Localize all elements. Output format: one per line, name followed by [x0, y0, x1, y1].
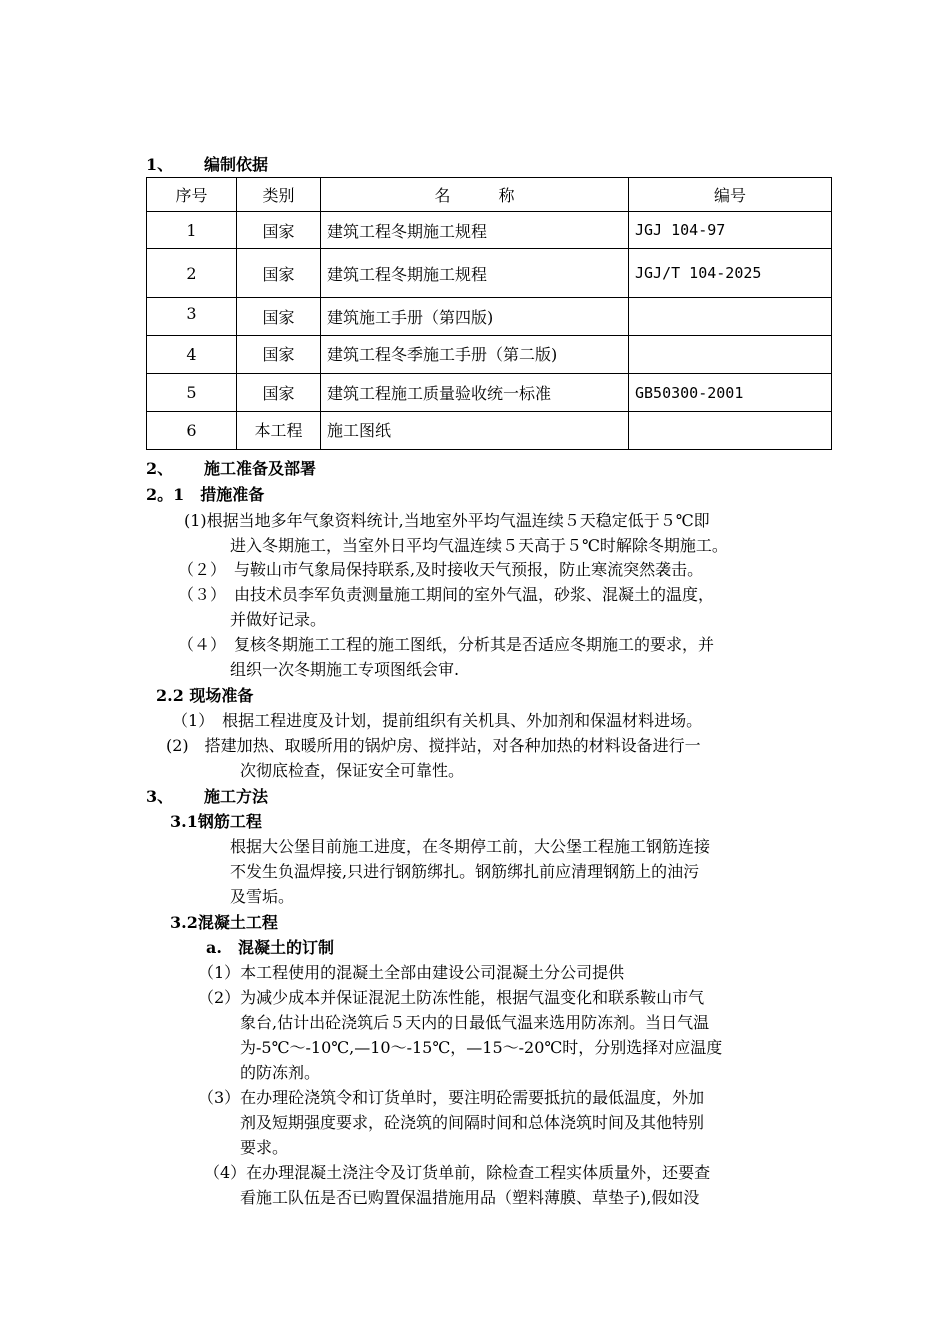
header-category: 类别 — [237, 178, 321, 212]
concrete-item-2-line2: 象台,估计出砼浇筑后５天内的日最低气温来选用防冻剂。当日气温 — [240, 1013, 710, 1032]
concrete-item-2-line4: 的防冻剂。 — [240, 1063, 321, 1082]
cell-code — [629, 298, 832, 336]
concrete-item-1: （1）本工程使用的混凝土全部由建设公司混凝土分公司提供 — [198, 963, 625, 982]
prep-item-1-line2: 进入冬期施工，当室外日平均气温连续５天高于５℃时解除冬期施工。 — [230, 536, 728, 555]
table-header-row — [147, 178, 832, 212]
table-row — [147, 212, 832, 249]
cell-code — [629, 412, 832, 450]
cell-name: 施工图纸 — [321, 412, 629, 450]
cell-category: 国家 — [237, 336, 321, 374]
table-row — [147, 374, 832, 412]
cell-category: 国家 — [237, 212, 321, 249]
section-1-number: 1、 — [146, 155, 174, 174]
concrete-item-4-line2: 看施工队伍是否已购置保温措施用品（塑料薄膜、草垫子),假如没 — [240, 1188, 700, 1207]
prep-item-1-line1: (1)根据当地多年气象资料统计,当地室外平均气温连续５天稳定低于５℃即 — [184, 511, 710, 530]
cell-no: 4 — [147, 336, 237, 374]
rebar-para-line1: 根据大公堡目前施工进度，在冬期停工前，大公堡工程施工钢筋连接 — [230, 837, 711, 856]
prep-item-4-line2: 组织一次冬期施工专项图纸会审. — [230, 660, 460, 679]
cell-code: GB50300-2001 — [629, 374, 832, 412]
section-3-title: 施工方法 — [204, 787, 269, 806]
cell-name: 建筑工程冬期施工规程 — [321, 249, 629, 298]
standards-table — [146, 177, 832, 450]
subsection-2-1-title: 2。1 措施准备 — [146, 485, 265, 504]
concrete-item-4-line1: （4）在办理混凝土浇注令及订货单前，除检查工程实体质量外，还要查 — [204, 1163, 711, 1182]
rebar-para-line2: 不发生负温焊接,只进行钢筋绑扎。钢筋绑扎前应清理钢筋上的油污 — [230, 862, 700, 881]
section-1-title: 编制依据 — [204, 155, 269, 174]
cell-code — [629, 336, 832, 374]
cell-no: 5 — [147, 374, 237, 412]
cell-no: 1 — [147, 212, 237, 249]
concrete-item-2-line1: （2）为减少成本并保证混泥土防冻性能，根据气温变化和联系鞍山市气 — [198, 988, 705, 1007]
cell-name: 建筑工程冬期施工规程 — [321, 212, 629, 249]
section-2-title: 施工准备及部署 — [204, 459, 317, 478]
prep-item-3-line2: 并做好记录。 — [230, 610, 327, 629]
cell-no: 2 — [147, 249, 237, 298]
site-item-2-line2: 次彻底检查，保证安全可靠性。 — [240, 761, 465, 780]
prep-item-3-line1: （３） 由技术员李军负责测量施工期间的室外气温，砂浆、混凝土的温度， — [178, 585, 715, 604]
concrete-item-3-line3: 要求。 — [240, 1138, 289, 1157]
table-row — [147, 412, 832, 450]
site-item-2-line1: (2) 搭建加热、取暖所用的锅炉房、搅拌站，对各种加热的材料设备进行一 — [166, 736, 701, 755]
cell-no: 3 — [147, 298, 237, 336]
prep-item-4-line1: （４） 复核冬期施工工程的施工图纸，分析其是否适应冬期施工的要求，并 — [178, 635, 715, 654]
header-serial: 序号 — [147, 178, 237, 212]
table-row — [147, 336, 832, 374]
section-2-number: 2、 — [146, 459, 174, 478]
prep-item-2: （２） 与鞍山市气象局保持联系,及时接收天气预报，防止寒流突然袭击。 — [178, 560, 704, 579]
concrete-item-2-line3: 为-5℃～-10℃,—10～-15℃，—15～-20℃时，分别选择对应温度 — [240, 1038, 723, 1057]
rebar-para-line3: 及雪垢。 — [230, 887, 295, 906]
site-item-1: （1） 根据工程进度及计划，提前组织有关机具、外加剂和保温材料进场。 — [172, 711, 703, 730]
cell-category: 国家 — [237, 374, 321, 412]
header-name: 名 称 — [321, 178, 629, 212]
cell-category: 国家 — [237, 249, 321, 298]
section-3-number: 3、 — [146, 787, 174, 806]
subsection-3-2-title: 3.2混凝土工程 — [170, 913, 278, 932]
cell-code: JGJ 104-97 — [629, 212, 832, 249]
table-row — [147, 249, 832, 298]
cell-name: 建筑工程施工质量验收统一标准 — [321, 374, 629, 412]
cell-name: 建筑工程冬季施工手册（第二版) — [321, 336, 629, 374]
concrete-item-3-line1: （3）在办理砼浇筑令和订货单时，要注明砼需要抵抗的最低温度，外加 — [198, 1088, 705, 1107]
cell-no: 6 — [147, 412, 237, 450]
cell-category: 本工程 — [237, 412, 321, 450]
concrete-ordering-heading: a. 混凝土的订制 — [206, 938, 334, 957]
concrete-item-3-line2: 剂及短期强度要求，砼浇筑的间隔时间和总体浇筑时间及其他特别 — [240, 1113, 705, 1132]
cell-name: 建筑施工手册（第四版) — [321, 298, 629, 336]
cell-code: JGJ/T 104-2025 — [629, 249, 832, 298]
cell-category: 国家 — [237, 298, 321, 336]
subsection-2-2-title: 2.2 现场准备 — [156, 686, 254, 705]
header-code: 编号 — [629, 178, 832, 212]
subsection-3-1-title: 3.1钢筋工程 — [170, 812, 262, 831]
table-row — [147, 298, 832, 336]
